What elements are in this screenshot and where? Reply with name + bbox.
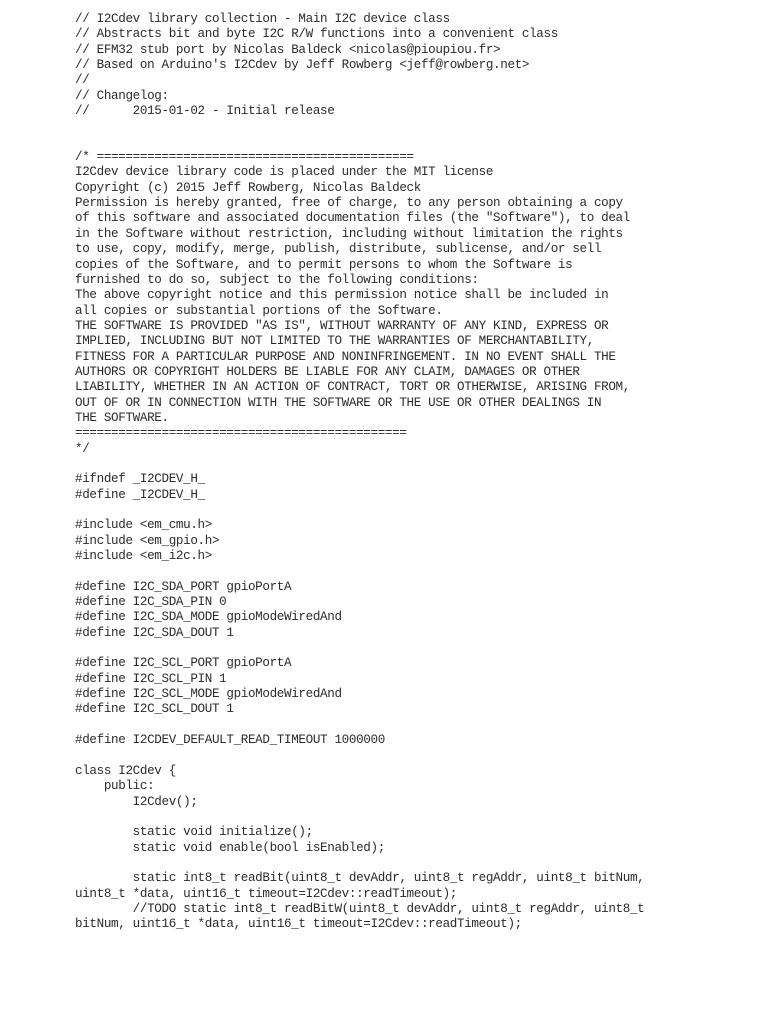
code-line (75, 856, 735, 871)
code-line: #ifndef _I2CDEV_H_ (75, 472, 205, 487)
code-line: #include <em_i2c.h> (75, 549, 212, 564)
code-line (75, 718, 735, 733)
code-line (75, 749, 735, 764)
code-line: // Changelog: (75, 88, 169, 103)
code-line (75, 457, 735, 472)
code-line (75, 564, 735, 579)
code-line (75, 641, 735, 656)
code-line: OUT OF OR IN CONNECTION WITH THE SOFTWARE OR THE USE OR OTHER DEALINGS IN (75, 395, 602, 410)
code-line: #define I2C_SCL_PORT gpioPortA (75, 656, 292, 671)
code-line: class I2Cdev { (75, 763, 176, 778)
code-line: #define I2C_SDA_PORT gpioPortA (75, 579, 292, 594)
code-line: I2Cdev device library code is placed under the MIT license (75, 165, 494, 180)
code-line: // EFM32 stub port by Nicolas Baldeck <nicolas@pioupiou.fr> (75, 42, 501, 57)
code-line: static void initialize(); (75, 825, 313, 840)
code-line: FITNESS FOR A PARTICULAR PURPOSE AND NONINFRINGEMENT. IN NO EVENT SHALL THE (75, 349, 616, 364)
code-line: // Abstracts bit and byte I2C R/W functions into a convenient class (75, 27, 558, 42)
code-line (75, 810, 735, 825)
code-line: all copies or substantial portions of the Software. (75, 303, 443, 318)
code-line (75, 119, 735, 134)
code-line: THE SOFTWARE IS PROVIDED "AS IS", WITHOUT WARRANTY OF ANY KIND, EXPRESS OR (75, 318, 609, 333)
code-line: LIABILITY, WHETHER IN AN ACTION OF CONTRACT, TORT OR OTHERWISE, ARISING FROM, (75, 380, 630, 395)
code-line: Copyright (c) 2015 Jeff Rowberg, Nicolas Baldeck (75, 180, 421, 195)
code-line: ============================================== (75, 426, 407, 441)
code-line: // 2015-01-02 - Initial release (75, 104, 335, 119)
source-code-text (75, 12, 735, 933)
code-line (75, 135, 735, 150)
code-line: #define I2C_SDA_MODE gpioModeWiredAnd (75, 610, 342, 625)
code-line: I2Cdev(); (75, 794, 198, 809)
code-line: of this software and associated documentation files (the "Software"), to deal (75, 211, 630, 226)
code-line: uint8_t *data, uint16_t timeout=I2Cdev::readTimeout); (75, 886, 457, 901)
code-line: in the Software without restriction, including without limitation the rights (75, 226, 623, 241)
code-line: furnished to do so, subject to the following conditions: (75, 272, 479, 287)
code-line: copies of the Software, and to permit persons to whom the Software is (75, 257, 573, 272)
code-line: //TODO static int8_t readBitW(uint8_t devAddr, uint8_t regAddr, uint8_t (75, 901, 645, 916)
code-line: bitNum, uint16_t *data, uint16_t timeout=I2Cdev::readTimeout); (75, 917, 522, 932)
code-line: #define I2C_SCL_DOUT 1 (75, 702, 234, 717)
code-line: // (75, 73, 90, 88)
code-line: to use, copy, modify, merge, publish, distribute, sublicense, and/or sell (75, 242, 602, 257)
code-line: #define I2C_SDA_PIN 0 (75, 595, 227, 610)
code-line: #define I2CDEV_DEFAULT_READ_TIMEOUT 1000000 (75, 733, 385, 748)
code-line: #define I2C_SCL_PIN 1 (75, 671, 227, 686)
code-line: */ (75, 441, 90, 456)
code-line: // I2Cdev library collection - Main I2C device class (75, 12, 450, 26)
code-line: #include <em_cmu.h> (75, 518, 212, 533)
code-line: #define I2C_SCL_MODE gpioModeWiredAnd (75, 687, 342, 702)
code-line: THE SOFTWARE. (75, 410, 169, 425)
code-line: static int8_t readBit(uint8_t devAddr, uint8_t regAddr, uint8_t bitNum, (75, 871, 645, 886)
code-line: #define I2C_SDA_DOUT 1 (75, 625, 234, 640)
code-line (75, 503, 735, 518)
code-line: // Based on Arduino's I2Cdev by Jeff Rowberg <jeff@rowberg.net> (75, 58, 530, 73)
code-line: /* ============================================ (75, 150, 414, 165)
code-line: The above copyright notice and this permission notice shall be included in (75, 288, 609, 303)
code-line: #include <em_gpio.h> (75, 533, 220, 548)
code-line: public: (75, 779, 155, 794)
code-line: IMPLIED, INCLUDING BUT NOT LIMITED TO THE WARRANTIES OF MERCHANTABILITY, (75, 334, 594, 349)
code-line: AUTHORS OR COPYRIGHT HOLDERS BE LIABLE FOR ANY CLAIM, DAMAGES OR OTHER (75, 364, 580, 379)
code-line: Permission is hereby granted, free of charge, to any person obtaining a copy (75, 196, 623, 211)
code-line: #define _I2CDEV_H_ (75, 487, 205, 502)
code-line: static void enable(bool isEnabled); (75, 840, 385, 855)
